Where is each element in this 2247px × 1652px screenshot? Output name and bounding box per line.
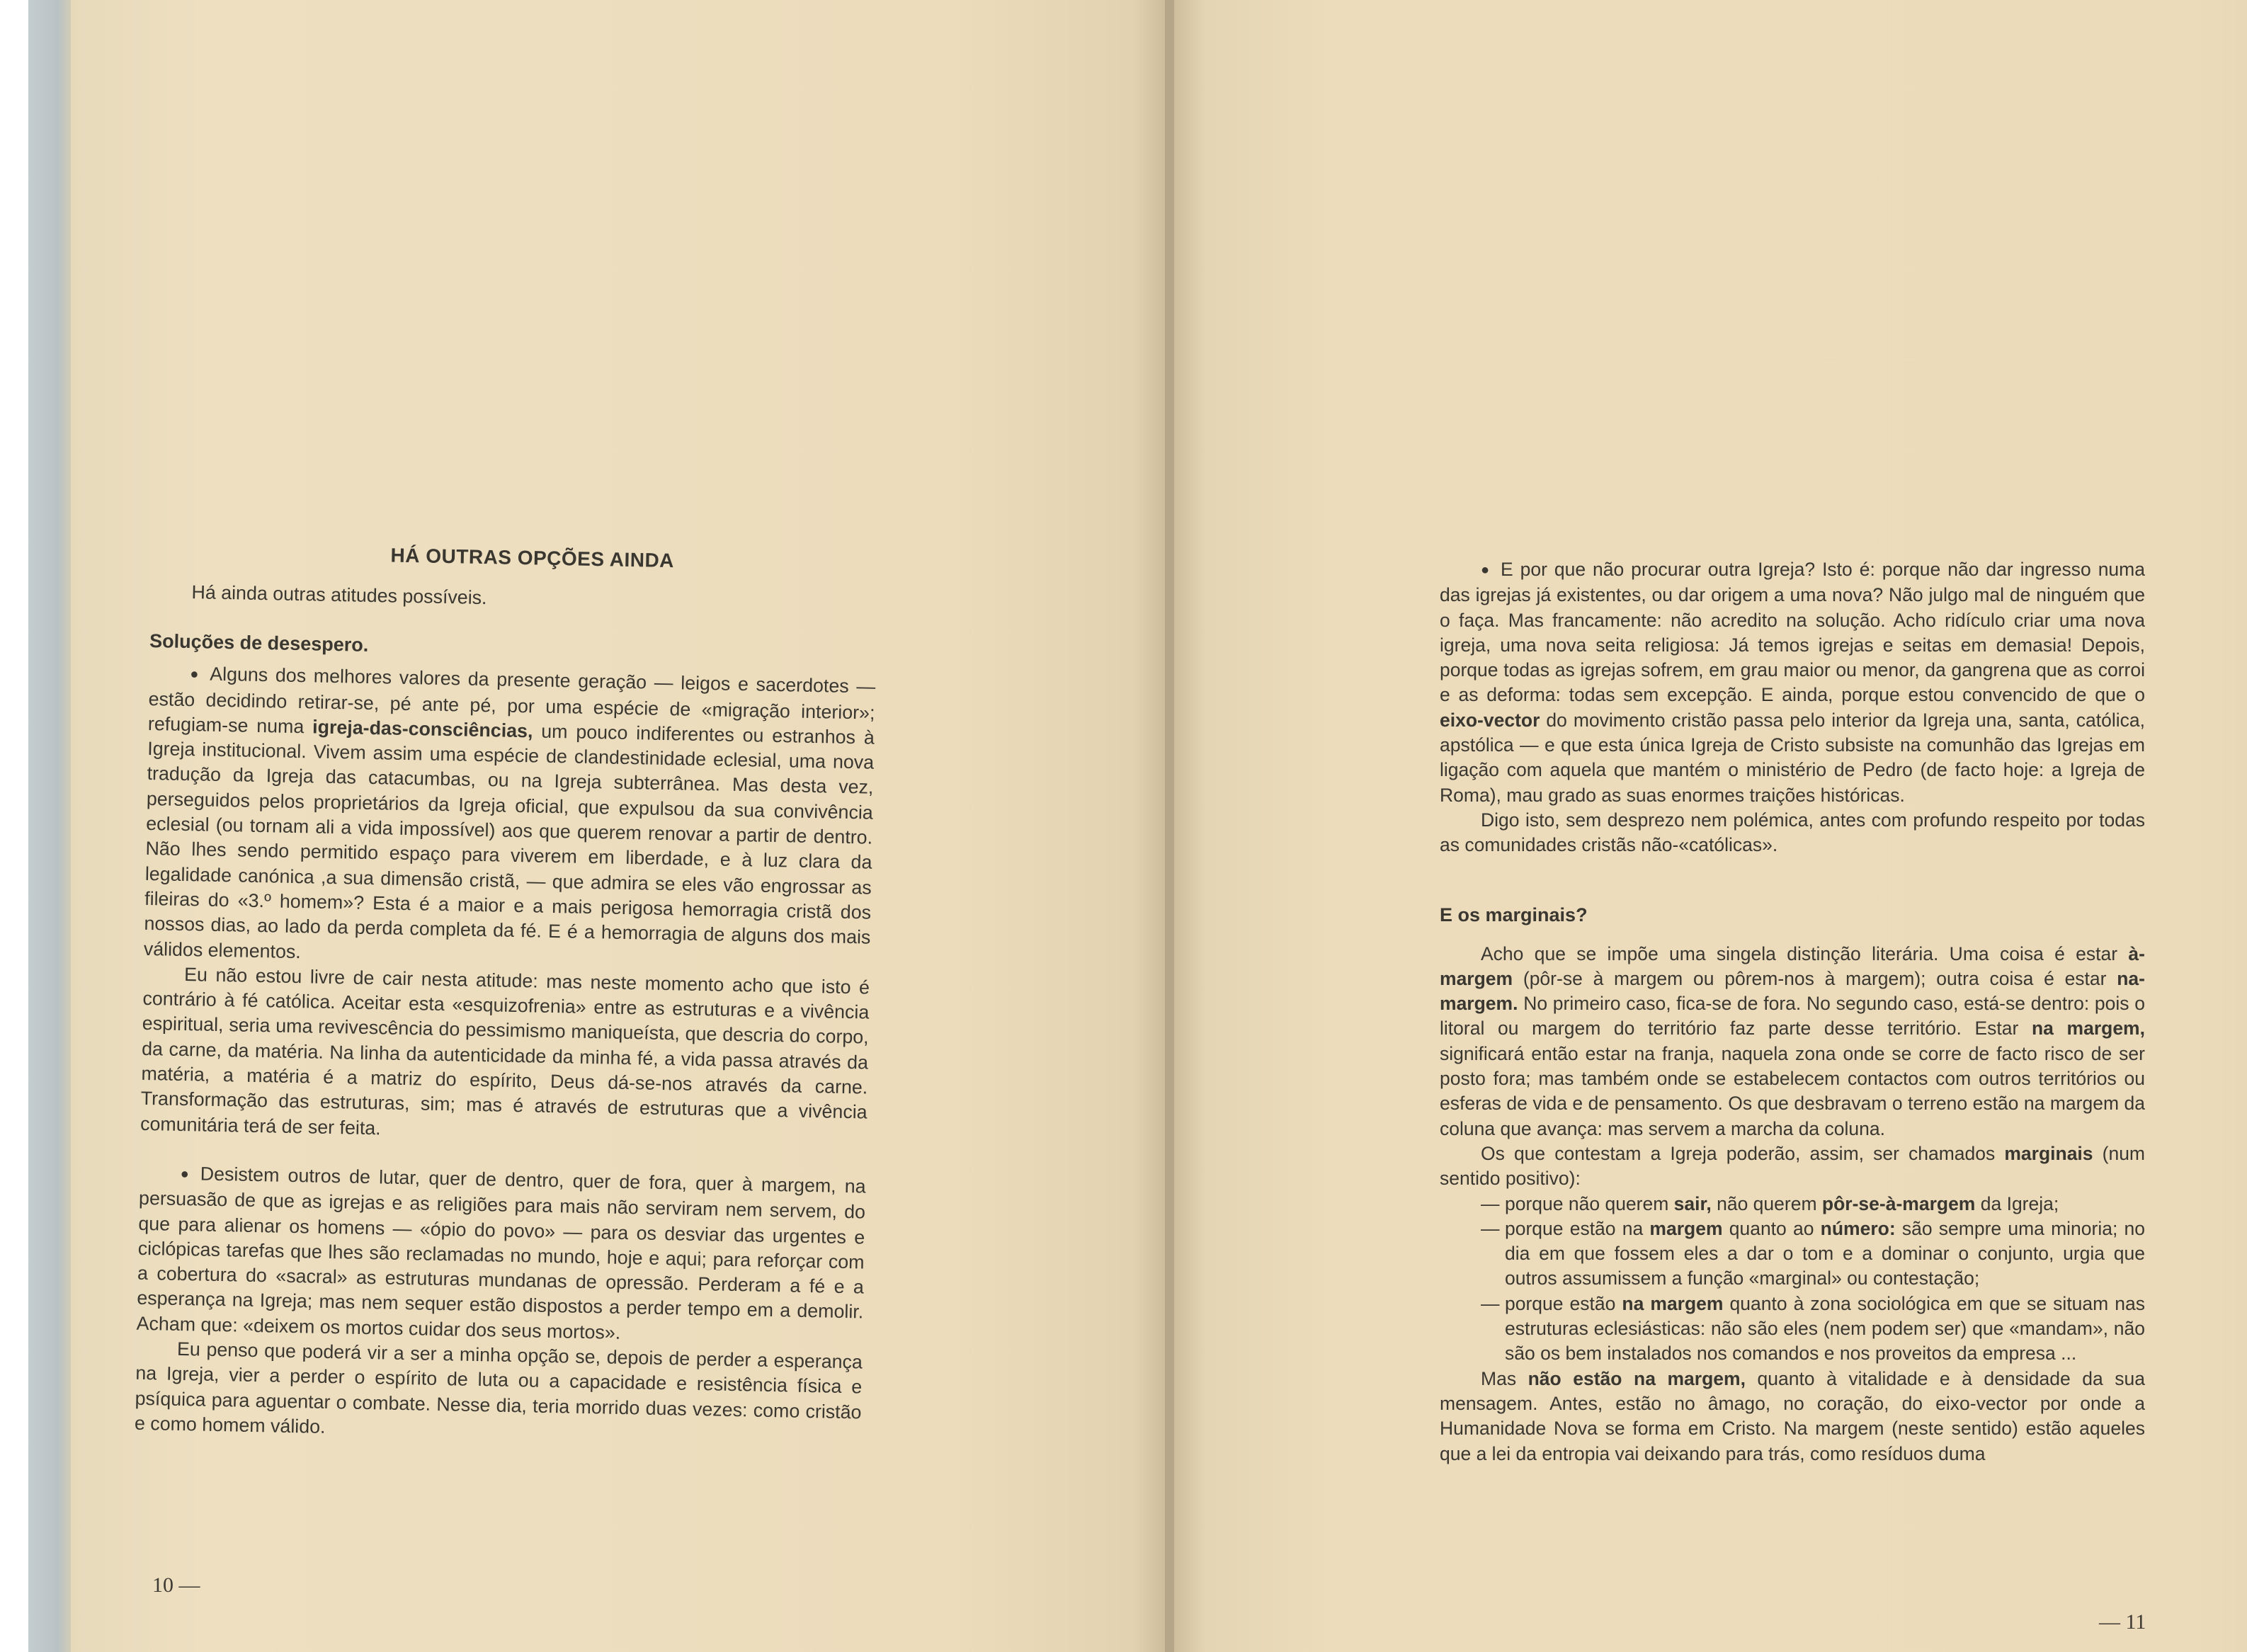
dash-icon: — [1481,1292,1500,1314]
paragraph-outra-igreja: ● E por que não procurar outra Igreja? Isto é: porque não dar ingresso numa das igrejas já existentes, ou dar origem a uma nova? Não julgo mal de ninguém que o faça. Mas francamente: não acredito na solução. Acho ridículo criar uma nova igreja, uma nova seita religiosa: Já temos igrejas e seitas em demasia! Depois, porque todas as igrejas sofrem, em grau maior ou menor, da gangrena que as corroi e as deforma: todas sem excepção. E ainda, porque estou convencido de que o eixo-vector do movimento cristão passa pelo interior da Igreja una, santa, católica, apstólica — e que esta única Igreja de Cristo subsiste na comunhão das Igrejas em ligação com aquela que mantém o ministério de Pedro (de facto hoje: a Igreja de Roma), mau grado as suas enormes traições históricas. [1440,559,2145,806]
paragraph-vitalidade: Mas não estão na margem, quanto à vitalidade e à densidade da sua mensagem. Antes, estão no âmago, no coração, do eixo-vector por onde a Humanidade Nova se forma em Cristo. Na margem (neste sentido) estão aqueles que a lei da entropia vai deixando para trás, como resíduos duma [1440,1367,2145,1464]
book-gutter [1165,0,1174,1652]
list-item: — porque estão na margem quanto ao número: são sempre uma minoria; no dia em que fossem eles a dar o tom e a dominar o conjunto, urgia que outros assumissem a função «marginal» ou contestação; [1440,1217,2145,1292]
section-heading: HÁ OUTRAS OPÇÕES AINDA [390,544,675,572]
paragraph-migracao: ● Alguns dos melhores valores da presente geração — leigos e sacerdotes — estão decidindo retirar-se, pé ante pé, por uma espécie de «migração interior»; refugiam-se numa igreja-das-consciências, um pouco indiferentes ou estranhos à Igreja institucional. Vivem assim uma espécie de clandestinidade eclesial, uma nova tradução da Igreja das catacumbas, ou na Igreja subterrânea. Mas desta vez, perseguidos pelos proprietários da Igreja oficial, que expulsou da sua convivência eclesial (ou tornam ali a vida impossível) aos que querem renovar a partir de dentro. Não lhes sendo permitido espaço para viverem em liberdade, e à luz clara da legalidade canónica ,a sua dimensão cristã, — que admira se eles vão engrossar as fileiras do «3.º homem»? Esta é a maior e a mais perigosa hemorragia cristã dos nossos dias, ao lado da perda completa da fé. E é a hemorragia de alguns dos mais válidos elementos. [143,663,876,962]
bullet-icon: ● [1481,562,1490,578]
paragraph-contestam: Os que contestam a Igreja poderão, assim, ser chamados marginais (num sentido positivo): [1440,1142,2146,1190]
page-number-right: — 11 [2099,1610,2146,1634]
paragraph-desistem: ● Desistem outros de lutar, quer de dentro, quer de fora, quer à margem, na persuasão de que as igrejas e as religiões para mais não serviram nem servem, do que para alienar os homens — «ópio do povo» — para os desviar das urgentes e ciclópicas tarefas que lhes são reclamadas no mundo, hoje e aqui; para reforçar com a cobertura do «sacral» as estruturas mundanas de opressão. Perderam a fé e a esperança na Igreja; mas nem sequer estão dispostos a perder tempo em a demolir. Acham que: «deixem os mortos cuidar dos seus mortos». [136,1163,866,1343]
right-text-column [1440,557,2145,1466]
paragraph-minha-opcao: Eu penso que poderá vir a ser a minha opção se, depois de perder a esperança na Igreja, vier a perder o espírito de luta ou a capacidade e resistência física e psíquica para aguentar o combate. Nesse dia, teria morrido duas vezes: como cristão e como homem válido. [134,1338,863,1437]
subheading-desespero: Soluções de desespero. [149,630,369,656]
subheading-marginais: E os marginais? [1440,904,1588,925]
bullet-icon: ● [180,1166,190,1183]
dash-icon: — [1481,1192,1500,1214]
bullet-icon: ● [190,666,199,683]
left-text-column [135,538,878,1450]
dash-icon: — [1481,1217,1500,1239]
paragraph-respeito: Digo isto, sem desprezo nem polémica, antes com profundo respeito por todas as comunidades cristãs não-«católicas». [1440,809,2145,856]
list-item: — porque não querem sair, não querem pôr-se-à-margem da Igreja; [1440,1192,2145,1217]
paragraph-distincao: Acho que se impõe uma singela distinção literária. Uma coisa é estar à-margem (pôr-se à margem ou pôrem-nos à margem); outra coisa é estar na-margem. No primeiro caso, fica-se de fora. No segundo caso, está-se dentro: pois o litoral ou margem do território faz parte desse território. Estar na margem, significará então estar na franja, naquela zona onde se corre de facto risco de ser posto fora; mas também onde se estabelecem contactos com outros territórios ou esferas de vida e de pensamento. Os que desbravam o terreno estão na margem da coluna que avança: mas servem a marcha da coluna. [1440,942,2145,1139]
paragraph-esquizofrenia: Eu não estou livre de cair nesta atitude: mas neste momento acho que isto é contrário à fé católica. Aceitar esta «esquizofrenia» entre as estruturas e a vivência espiritual, seria uma revivescência do pessimismo maniqueísta, que descria do corpo, da carne, da matéria. Na linha da autenticidade da minha fé, a vida passa através da matéria, a matéria é a matriz do espírito, Deus dá-se-nos através da carne. Transformação das estruturas, sim; mas é através de estruturas que a vivência comunitária terá de ser feita. [140,963,870,1139]
intro-paragraph: Há ainda outras atitudes possíveis. [191,581,487,609]
page-number-left: 10 — [152,1573,200,1597]
list-item: — porque estão na margem quanto à zona sociológica em que se situam nas estruturas eclesiásticas: não são eles (nem podem ser) que «mandam», não são os bem instalados nos comandos e nos proveitos da empresa ... [1440,1292,2145,1367]
